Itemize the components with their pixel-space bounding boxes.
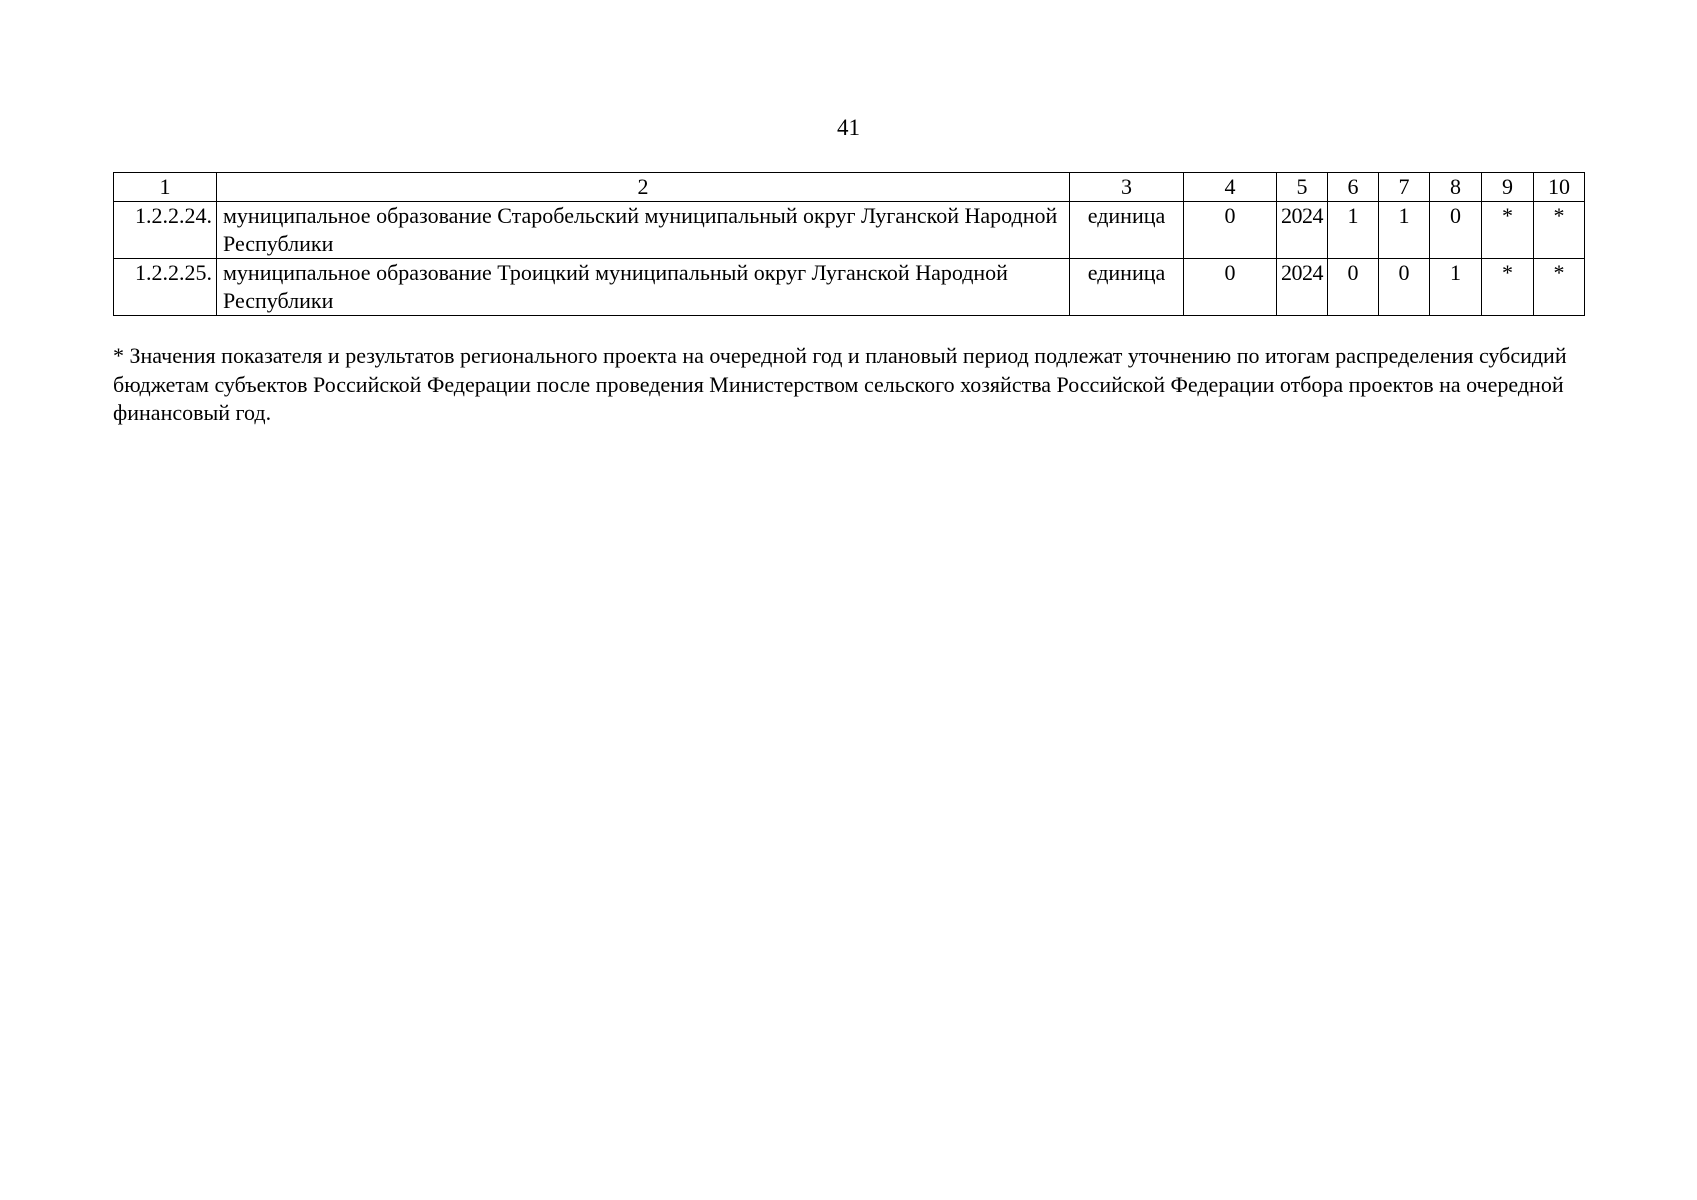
row-col4: 0 xyxy=(1184,202,1277,259)
row-col6: 1 xyxy=(1328,202,1379,259)
row-col5: 2024 xyxy=(1277,259,1328,316)
table-row xyxy=(114,259,1585,316)
column-header-2: 2 xyxy=(217,173,1070,202)
footnote: * Значения показателя и результатов регионального проекта на очередной год и плановый период подлежат уточнению по итогам распределения субсидий бюджетам субъектов Российской Федерации после проведения Министерством сельского хозяйства Российской Федерации отбора проектов на очередной финансовый год. xyxy=(113,343,1567,425)
row-col5: 2024 xyxy=(1277,202,1328,259)
column-header-4: 4 xyxy=(1184,173,1277,202)
row-col10: * xyxy=(1534,202,1585,259)
column-header-10: 10 xyxy=(1534,173,1585,202)
row-name: муниципальное образование Троицкий муниципальный округ Луганской Народной Республики xyxy=(217,259,1070,316)
indicator-table xyxy=(113,172,1585,316)
row-col8: 1 xyxy=(1430,259,1482,316)
row-col8: 0 xyxy=(1430,202,1482,259)
table-row xyxy=(114,202,1585,259)
column-header-5: 5 xyxy=(1277,173,1328,202)
column-header-7: 7 xyxy=(1379,173,1430,202)
row-col9: * xyxy=(1482,259,1534,316)
row-col7: 0 xyxy=(1379,259,1430,316)
column-header-9: 9 xyxy=(1482,173,1534,202)
column-header-3: 3 xyxy=(1070,173,1184,202)
row-code: 1.2.2.25. xyxy=(114,259,217,316)
row-col4: 0 xyxy=(1184,259,1277,316)
row-unit: единица xyxy=(1070,259,1184,316)
page-number: 41 xyxy=(837,115,860,140)
column-header-1: 1 xyxy=(114,173,217,202)
column-header-8: 8 xyxy=(1430,173,1482,202)
header-row xyxy=(114,173,1585,202)
row-col6: 0 xyxy=(1328,259,1379,316)
row-unit: единица xyxy=(1070,202,1184,259)
row-name: муниципальное образование Старобельский муниципальный округ Луганской Народной Республики xyxy=(217,202,1070,259)
row-code: 1.2.2.24. xyxy=(114,202,217,259)
row-col9: * xyxy=(1482,202,1534,259)
row-col7: 1 xyxy=(1379,202,1430,259)
row-col10: * xyxy=(1534,259,1585,316)
column-header-6: 6 xyxy=(1328,173,1379,202)
